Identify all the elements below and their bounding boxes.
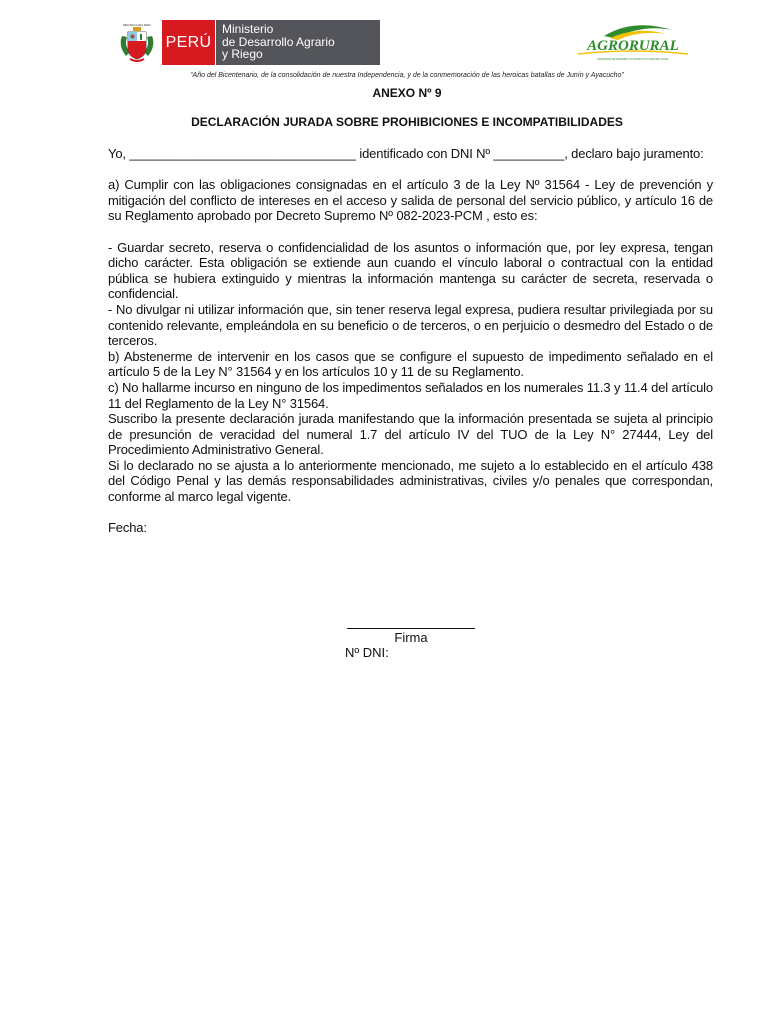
intro-paragraph: Yo, ________________________________ identificado con DNI Nº __________, declaro bajo juramento: — [108, 146, 704, 161]
declaration-body — [108, 146, 713, 536]
svg-text:AGRORURAL: AGRORURAL — [587, 38, 679, 54]
ministry-line-1: Ministerio — [222, 22, 274, 36]
paragraph-suscribo: Suscribo la presente declaración jurada manifestando que la información presentada se sujeta al principio de presunción de veracidad del numeral 1.7 del artículo IV del TUO de la Ley N° 27444, Ley del Procedimiento Administrativo General. — [108, 411, 713, 458]
bullet-no-disclosure: - No divulgar ni utilizar información que, sin tener reserva legal expresa, pudiera resultar privilegiada por su contenido relevante, empleándola en su beneficio o de terceros, o en perjuicio o desmedro del Estado o de terceros. — [108, 301, 713, 349]
peru-logo-block — [162, 20, 215, 65]
declaration-title: DECLARACIÓN JURADA SOBRE PROHIBICIONES E INCOMPATIBILIDADES — [191, 115, 623, 129]
paragraph-legal: Si lo declarado no se ajusta a lo anteriormente mencionado, me sujeto a lo establecido en el artículo 438 del Código Penal y las demás responsabilidades administrativas, civiles y/o penales que correspondan, conforme al marco legal vigente. — [108, 457, 713, 505]
paragraph-b: b) Abstenerme de intervenir en los casos que se configure el supuesto de impedimento señalado en el artículo 5 de la Ley N° 31564 y en los artículos 10 y 11 de su Reglamento. — [108, 348, 713, 380]
peru-label: PERÚ — [165, 34, 212, 51]
fecha-label: Fecha: — [108, 520, 147, 536]
paragraph-c: c) No hallarme incurso en ninguno de los impedimentos señalados en los numerales 11.3 y 11.4 del artículo 11 del Reglamento de la Ley N° 31564. — [108, 379, 713, 411]
annex-title: ANEXO Nº 9 — [372, 86, 442, 100]
svg-text:REPÚBLICA DEL PERÚ: REPÚBLICA DEL PERÚ — [122, 24, 152, 27]
ministry-line-3: y Riego — [222, 47, 263, 61]
signature-line — [347, 628, 475, 629]
bullet-secrecy: - Guardar secreto, reserva o confidencialidad de los asuntos o información que, por ley expresa, tengan dicho carácter. Esta obligación se extiende aun cuando el vínculo laboral o contractual con la entidad pública se hubiera extinguido y mientras la información mantenga su carácter de secreta, reservada o confidencial. — [108, 239, 713, 302]
paragraph-a: a) Cumplir con las obligaciones consignadas en el artículo 3 de la Ley Nº 31564 - Ley de prevención y mitigación del conflicto de intereses en el acceso y salida de personal del servicio público, y artículo 16 de su Reglamento aprobado por Decreto Supremo Nº 082-2023-PCM , esto es: — [108, 177, 713, 224]
svg-text:PROGRAMA DE DESARROLLO PRODUCT: PROGRAMA DE DESARROLLO PRODUCTIVO AGRARIO RURAL — [597, 58, 669, 61]
ministry-logo-block — [216, 20, 380, 65]
dni-label: Nº DNI: — [345, 645, 389, 660]
ministry-line-2: de Desarrollo Agrario — [222, 34, 335, 49]
signature-label: Firma — [394, 630, 428, 645]
agrorural-logo-icon — [574, 20, 692, 64]
peru-coat-of-arms-icon — [118, 22, 156, 64]
document-header — [0, 0, 768, 70]
year-motto: “Año del Bicentenario, de la consolidación de nuestra Independencia, y de la conmemoración de las heroicas batallas de Junín y Ayacucho” — [190, 72, 624, 79]
